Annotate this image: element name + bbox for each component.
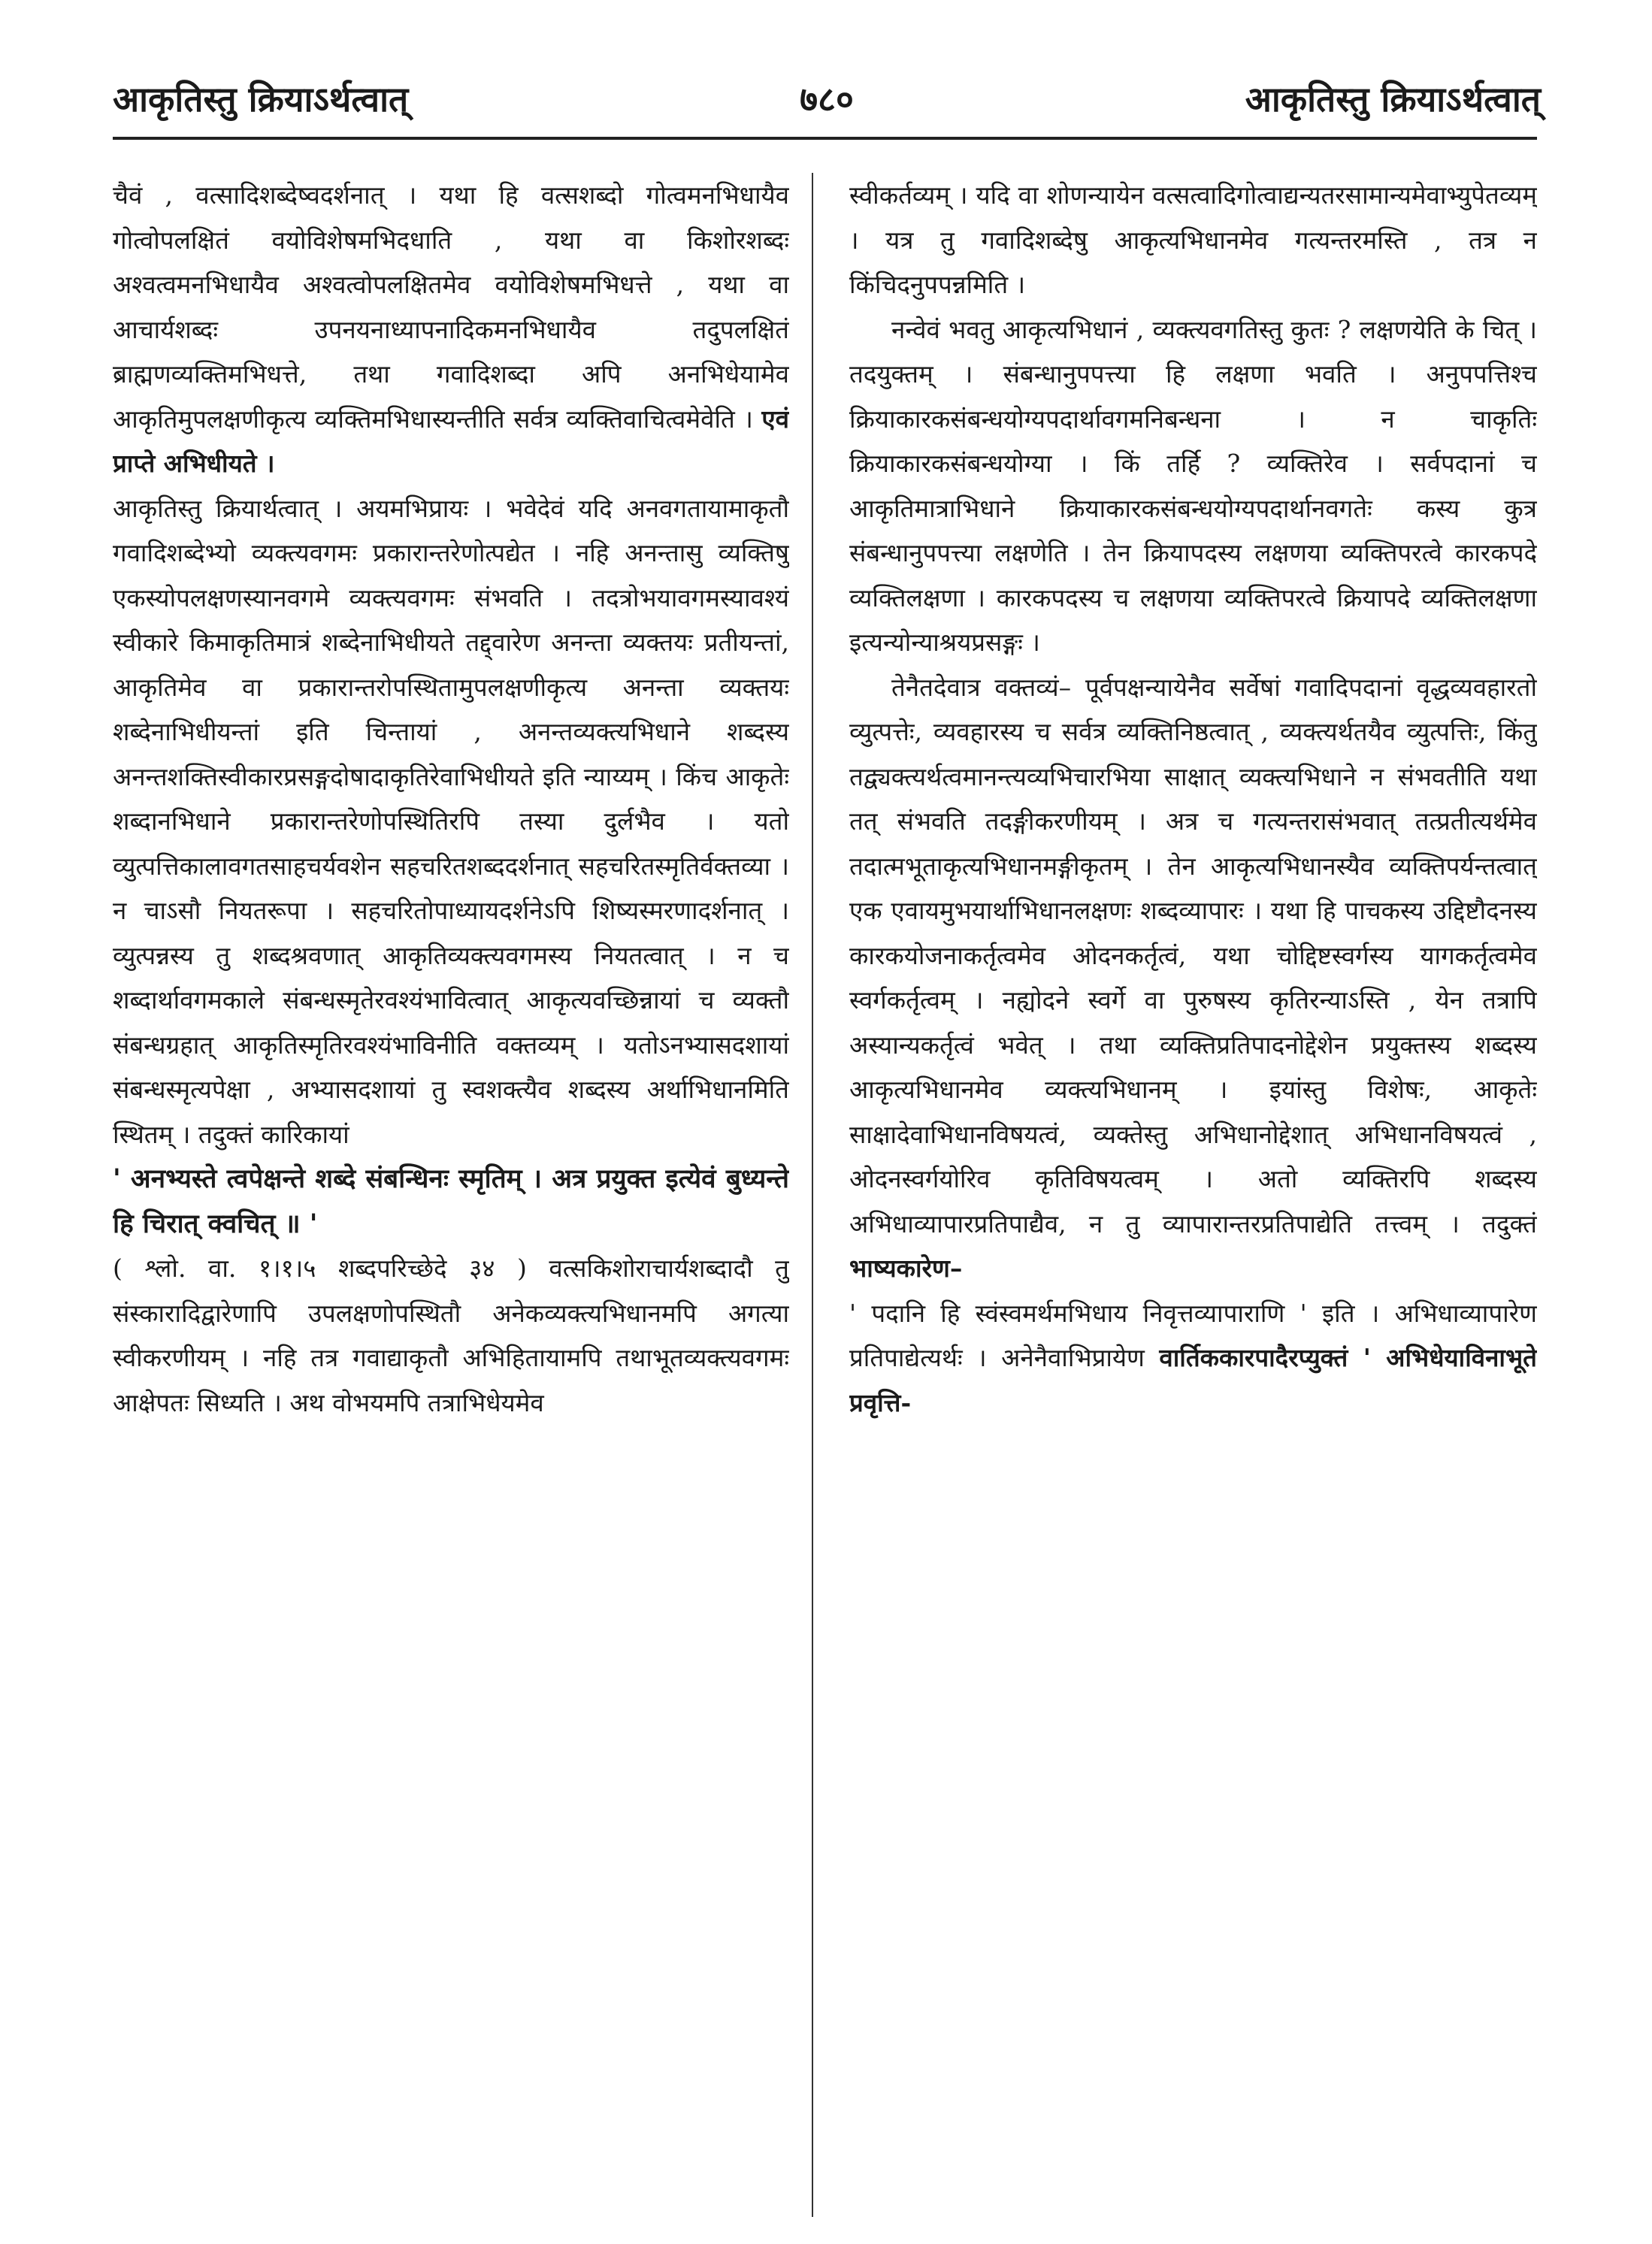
paragraph: ( श्लो. वा. १।१।५ शब्दपरिच्छेदे ३४ ) वत्सकिशोराचार्यशब्दादौ तु संस्कारादिद्वारेणापि उपलक्षणोपस्थितौ अनेकव्यक्त्यभिधानमपि अगत्या स्वीकरणीयम् । नहि तत्र गवाद्याकृतौ अभिहितायामपि तथाभूतव्यक्त्यवगमः आक्षेपतः सिध्यति । अथ वोभयमपि तत्राभिधेयमेव bbox=[113, 1254, 789, 1417]
paragraph-bold-text: एवं प्राप्ते अभिधीयते । bbox=[113, 404, 789, 478]
paragraph-text: चैवं , वत्सादिशब्देष्वदर्शनात् । यथा हि वत्सशब्दो गोत्वमनभिधायैव गोत्वोपलक्षितं वयोविशेषमभिदधाति , यथा वा किशोरशब्दः अश्वत्वमनभिधायैव अश्वत्वोपलक्षितमेव वयोविशेषमभिधत्ते , यथा वा आचार्यशब्दः उपनयनाध्यापनादिकमनभिधायैव तदुपलक्षितं ब्राह्मणव्यक्तिमभिधत्ते, तथा गवादिशब्दा अपि अनभिधेयामेव आकृतिमुपलक्षणीकृत्य व्यक्तिमभिधास्यन्तीति सर्वत्र व्यक्तिवाचित्वमेवेति । bbox=[113, 180, 789, 434]
paragraph bbox=[113, 173, 789, 486]
page-number: ७८० bbox=[800, 79, 854, 119]
right-column bbox=[849, 173, 1537, 2217]
header-rule bbox=[113, 137, 1537, 140]
verse-quote: ' अनभ्यस्ते त्वपेक्षन्ते शब्दे संबन्धिनः स्मृतिम् । अत्र प्रयुक्त इत्येवं बुध्यन्ते हि चिरात् क्वचित् ॥ ' bbox=[113, 1163, 789, 1239]
paragraph: आकृतिस्तु क्रियार्थत्वात् । अयमभिप्रायः । भवेदेवं यदि अनवगतायामाकृतौ गवादिशब्देभ्यो व्यक्त्यवगमः प्रकारान्तरेणोत्पद्येत । नहि अनन्तासु व्यक्तिषु एकस्योपलक्षणस्यानवगमे व्यक्त्यवगमः संभवति । तदत्रोभयावगमस्यावश्यं स्वीकारे किमाकृतिमात्रं शब्देनाभिधीयते तद्द्वारेण अनन्ता व्यक्तयः प्रतीयन्तां, आकृतिमेव वा प्रकारान्तरोपस्थितामुपलक्षणीकृत्य अनन्ता व्यक्तयः शब्देनाभिधीयन्तां इति चिन्तायां , अनन्तव्यक्त्यभिधाने शब्दस्य अनन्तशक्तिस्वीकारप्रसङ्गदोषादाकृतिरेवाभिधीयते इति न्याय्यम् । किंच आकृतेः शब्दानभिधाने प्रकारान्तरेणोपस्थितिरपि तस्या दुर्लभैव । यतो व्युत्पत्तिकालावगतसाहचर्यवशेन सहचरितशब्ददर्शनात् सहचरितस्मृतिर्वक्तव्या । न चाऽसौ नियतरूपा । सहचरितोपाध्यायदर्शनेऽपि शिष्यस्मरणादर्शनात् । व्युत्पन्नस्य तु शब्दश्रवणात् आकृतिव्यक्त्यवगमस्य नियतत्वात् । न च शब्दार्थावगमकाले संबन्धस्मृतेरवश्यंभावित्वात् आकृत्यवच्छिन्नायां च व्यक्तौ संबन्धग्रहात् आकृतिस्मृतिरवश्यंभाविनीति वक्तव्यम् । यतोऽनभ्यासदशायां संबन्धस्मृत्यपेक्षा , अभ्यासदशायां तु स्वशक्त्यैव शब्दस्य अर्थाभिधानमिति स्थितम् । तदुक्तं कारिकायां bbox=[113, 493, 789, 1149]
header-right-title: आकृतिस्तु क्रियाऽर्थत्वात् bbox=[1245, 79, 1541, 119]
column-divider bbox=[812, 173, 813, 2217]
paragraph-text: तेनैतदेवात्र वक्तव्यं– पूर्वपक्षन्यायेनैव सर्वेषां गवादिपदानां वृद्धव्यवहारतो व्युत्पत्तेः, व्यवहारस्य च सर्वत्र व्यक्तिनिष्ठत्वात् , व्यक्त्यर्थतयैव व्युत्पत्तिः, किंतु तद्व्यक्त्यर्थत्वमानन्त्यव्यभिचारभिया साक्षात् व्यक्त्यभिधाने न संभवतीति यथा तत् संभवति तदङ्गीकरणीयम् । अत्र च गत्यन्तरासंभवात् तत्प्रतीत्यर्थमेव तदात्मभूताकृत्यभिधानमङ्गीकृतम् । तेन आकृत्यभिधानस्यैव व्यक्तिपर्यन्तत्वात् एक एवायमुभयार्थाभिधानलक्षणः शब्दव्यापारः । यथा हि पाचकस्य उद्दिष्टौदनस्य कारकयोजनाकर्तृत्वमेव ओदनकर्तृत्वं, यथा चोद्दिष्टस्वर्गस्य यागकर्तृत्वमेव स्वर्गकर्तृत्वम् । नह्योदने स्वर्गे वा पुरुषस्य कृतिरन्याऽस्ति , येन तत्रापि अस्यान्यकर्तृत्वं भवेत् । तथा व्यक्तिप्रतिपादनोद्देशेन प्रयुक्तस्य शब्दस्य आकृत्यभिधानमेव व्यक्त्यभिधानम् । इयांस्तु विशेषः, आकृतेः साक्षादेवाभिधानविषयत्वं, व्यक्तेस्तु अभिधानोद्देशात् अभिधानविषयत्वं , ओदनस्वर्गयोरिव कृतिविषयत्वम् । अतो व्यक्तिरपि शब्दस्य अभिधाव्यापारप्रतिपाद्यैव, न तु व्यापारान्तरप्रतिपाद्येति तत्त्वम् । तदुक्तं bbox=[849, 672, 1537, 1238]
paragraph: स्वीकर्तव्यम् । यदि वा शोणन्यायेन वत्सत्वादिगोत्वाद्यन्यतरसामान्यमेवाभ्युपेतव्यम् । यत्र तु गवादिशब्देषु आकृत्यभिधानमेव गत्यन्तरमस्ति , तत्र न किंचिदनुपपन्नमिति । bbox=[849, 180, 1537, 299]
paragraph-bold-text: भाष्यकारेण– bbox=[849, 1254, 963, 1283]
paragraph bbox=[849, 1291, 1537, 1426]
paragraph bbox=[849, 665, 1537, 1291]
paragraph-bold-text: वार्तिककारपादैरप्युक्तं ' अभिधेयाविनाभूते प्रवृत्ति- bbox=[849, 1343, 1537, 1417]
paragraph-text: ' पदानि हि स्वंस्वमर्थमभिधाय निवृत्तव्यापाराणि ' इति । अभिधाव्यापारेण प्रतिपाद्येत्यर्थः । अनेनैवाभिप्रायेण bbox=[849, 1298, 1537, 1372]
running-header bbox=[113, 75, 1541, 135]
header-left-title: आकृतिस्तु क्रियाऽर्थत्वात् bbox=[113, 79, 409, 119]
left-column bbox=[113, 173, 789, 2217]
paragraph: नन्वेवं भवतु आकृत्यभिधानं , व्यक्त्यवगतिस्तु कुतः ? लक्षणयेति के चित् । तदयुक्तम् । संबन्धानुपपत्त्या हि लक्षणा भवति । अनुपपत्तिश्च क्रियाकारकसंबन्धयोग्यपदार्थावगमनिबन्धना । न चाकृतिः क्रियाकारकसंबन्धयोग्या । किं तर्हि ? व्यक्तिरेव । सर्वपदानां च आकृतिमात्राभिधाने क्रियाकारकसंबन्धयोग्यपदार्थानवगतेः कस्य कुत्र संबन्धानुपपत्त्या लक्षणेति । तेन क्रियापदस्य लक्षणया व्यक्तिपरत्वे कारकपदे व्यक्तिलक्षणा । कारकपदस्य च लक्षणया व्यक्तिपरत्वे क्रियापदे व्यक्तिलक्षणा इत्यन्योन्याश्रयप्रसङ्गः । bbox=[849, 314, 1537, 657]
